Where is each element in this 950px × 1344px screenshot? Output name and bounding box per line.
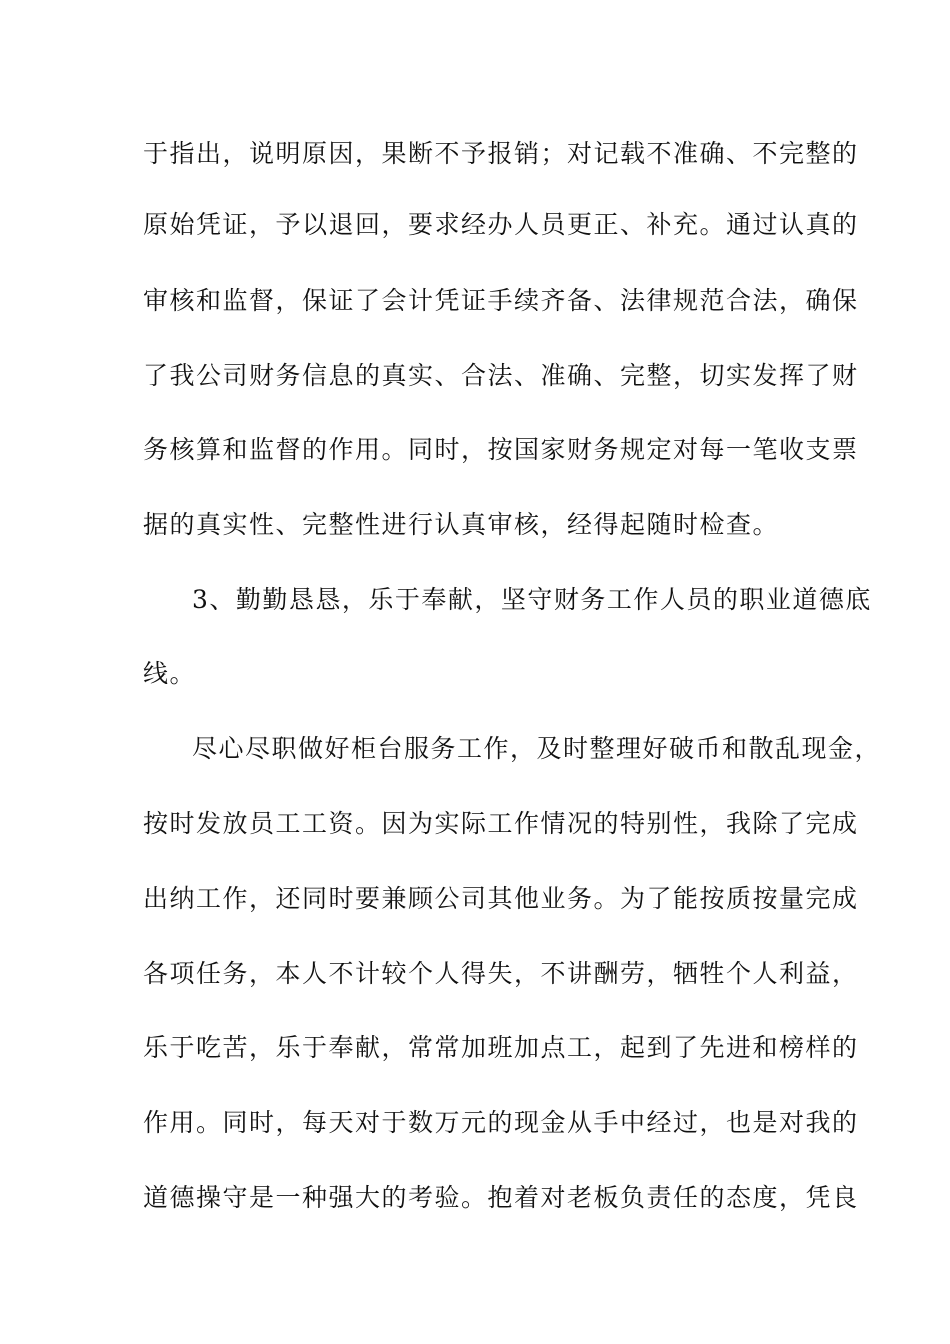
paragraph-line: 尽心尽职做好柜台服务工作，及时整理好破币和散乱现金， bbox=[192, 734, 882, 763]
paragraph-line: 作用。同时，每天对于数万元的现金从手中经过，也是对我的 bbox=[143, 1108, 859, 1137]
section-heading-line: 3、勤勤恳恳，乐于奉献，坚守财务工作人员的职业道德底 bbox=[192, 585, 872, 614]
paragraph-line: 于指出，说明原因，果断不予报销；对记载不准确、不完整的 bbox=[143, 139, 859, 168]
paragraph-line: 出纳工作，还同时要兼顾公司其他业务。为了能按质按量完成 bbox=[143, 884, 859, 913]
paragraph-line: 道德操守是一种强大的考验。抱着对老板负责任的态度，凭良 bbox=[143, 1183, 859, 1212]
paragraph-line: 各项任务，本人不计较个人得失，不讲酬劳，牺牲个人利益， bbox=[143, 959, 859, 988]
section-heading-line: 线。 bbox=[143, 659, 197, 688]
paragraph-line: 原始凭证，予以退回，要求经办人员更正、补充。通过认真的 bbox=[143, 210, 859, 239]
paragraph-line: 了我公司财务信息的真实、合法、准确、完整，切实发挥了财 bbox=[143, 361, 859, 390]
paragraph-line: 据的真实性、完整性进行认真审核，经得起随时检查。 bbox=[143, 510, 780, 539]
paragraph-line: 按时发放员工工资。因为实际工作情况的特别性，我除了完成 bbox=[143, 809, 859, 838]
paragraph-line: 务核算和监督的作用。同时，按国家财务规定对每一笔收支票 bbox=[143, 435, 859, 464]
paragraph-line: 审核和监督，保证了会计凭证手续齐备、法律规范合法，确保 bbox=[143, 286, 859, 315]
paragraph-line: 乐于吃苦，乐于奉献，常常加班加点工，起到了先进和榜样的 bbox=[143, 1033, 859, 1062]
